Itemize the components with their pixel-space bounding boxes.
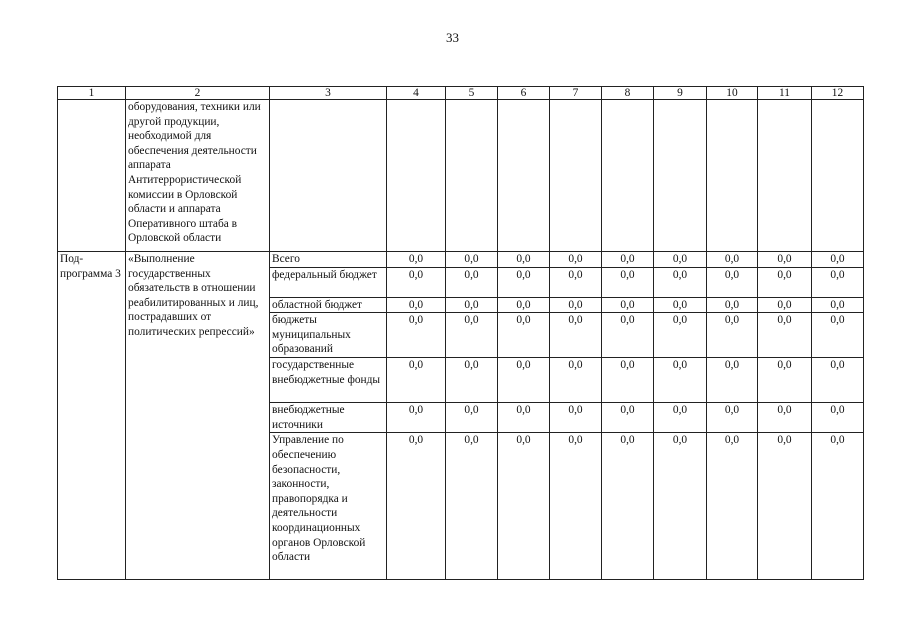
value-cell: 0,0 <box>602 252 654 268</box>
column-header: 12 <box>812 87 864 100</box>
value-cell: 0,0 <box>602 313 654 358</box>
value-cell: 0,0 <box>654 297 707 313</box>
value-cell: 0,0 <box>812 403 864 433</box>
budget-table <box>57 86 864 580</box>
value-cell: 0,0 <box>654 252 707 268</box>
value-cell: 0,0 <box>387 358 446 403</box>
value-cell: 0,0 <box>498 297 550 313</box>
value-cell: 0,0 <box>758 252 812 268</box>
value-cell: 0,0 <box>602 433 654 580</box>
value-cell: 0,0 <box>812 313 864 358</box>
value-cell: 0,0 <box>498 403 550 433</box>
funding-source: Всего <box>270 252 387 268</box>
header-row <box>58 87 864 100</box>
value-cell: 0,0 <box>446 403 498 433</box>
value-cell: 0,0 <box>758 313 812 358</box>
funding-source: государственные внебюджетные фонды <box>270 358 387 403</box>
value-cell: 0,0 <box>758 433 812 580</box>
value-cell: 0,0 <box>758 267 812 297</box>
value-cell: 0,0 <box>446 313 498 358</box>
value-cell: 0,0 <box>812 297 864 313</box>
value-cell: 0,0 <box>654 358 707 403</box>
value-cell: 0,0 <box>498 252 550 268</box>
value-cell: 0,0 <box>387 403 446 433</box>
value-cell: 0,0 <box>387 433 446 580</box>
value-cell: 0,0 <box>812 433 864 580</box>
value-cell: 0,0 <box>707 433 758 580</box>
value-cell: 0,0 <box>446 433 498 580</box>
column-header: 8 <box>602 87 654 100</box>
funding-source: внебюджетные источники <box>270 403 387 433</box>
continuation-text: оборудования, техники или другой продукции, необходимой для обеспечения деятельности аппарата Антитеррористической комиссии в Орловской области и аппарата Оперативного штаба в Орловской области <box>126 100 270 252</box>
value-cell: 0,0 <box>758 297 812 313</box>
value-cell: 0,0 <box>550 252 602 268</box>
value-cell: 0,0 <box>812 252 864 268</box>
value-cell: 0,0 <box>446 358 498 403</box>
value-cell: 0,0 <box>812 267 864 297</box>
value-cell: 0,0 <box>758 403 812 433</box>
value-cell: 0,0 <box>654 313 707 358</box>
value-cell: 0,0 <box>550 433 602 580</box>
column-header: 9 <box>654 87 707 100</box>
value-cell: 0,0 <box>654 267 707 297</box>
column-header: 6 <box>498 87 550 100</box>
value-cell: 0,0 <box>387 252 446 268</box>
value-cell: 0,0 <box>498 267 550 297</box>
value-cell: 0,0 <box>550 403 602 433</box>
value-cell: 0,0 <box>446 252 498 268</box>
value-cell: 0,0 <box>707 358 758 403</box>
value-cell: 0,0 <box>812 358 864 403</box>
value-cell: 0,0 <box>550 267 602 297</box>
subprogram-title: «Выполнение государственных обязательств в отношении реабилитированных и лиц, пострадавших от политических репрессий» <box>126 252 270 580</box>
value-cell: 0,0 <box>550 313 602 358</box>
column-header: 10 <box>707 87 758 100</box>
value-cell: 0,0 <box>602 297 654 313</box>
value-cell: 0,0 <box>387 267 446 297</box>
subprogram-label: Под-программа 3 <box>58 252 126 580</box>
value-cell: 0,0 <box>602 403 654 433</box>
funding-source: областной бюджет <box>270 297 387 313</box>
value-cell: 0,0 <box>758 358 812 403</box>
value-cell: 0,0 <box>707 252 758 268</box>
column-header: 11 <box>758 87 812 100</box>
column-header: 3 <box>270 87 387 100</box>
value-cell: 0,0 <box>498 433 550 580</box>
value-cell: 0,0 <box>707 267 758 297</box>
continuation-row <box>58 100 864 252</box>
value-cell: 0,0 <box>498 358 550 403</box>
value-cell: 0,0 <box>602 267 654 297</box>
column-header: 1 <box>58 87 126 100</box>
value-cell: 0,0 <box>446 267 498 297</box>
value-cell: 0,0 <box>707 403 758 433</box>
funding-source: федеральный бюджет <box>270 267 387 297</box>
value-cell: 0,0 <box>387 313 446 358</box>
column-header: 5 <box>446 87 498 100</box>
value-cell: 0,0 <box>602 358 654 403</box>
column-header: 2 <box>126 87 270 100</box>
value-cell: 0,0 <box>387 297 446 313</box>
value-cell: 0,0 <box>550 358 602 403</box>
value-cell: 0,0 <box>654 403 707 433</box>
funding-source: бюджеты муниципальных образований <box>270 313 387 358</box>
table-row <box>58 252 864 268</box>
column-header: 7 <box>550 87 602 100</box>
value-cell: 0,0 <box>654 433 707 580</box>
value-cell: 0,0 <box>550 297 602 313</box>
value-cell: 0,0 <box>707 313 758 358</box>
funding-source: Управление по обеспечению безопасности, законности, правопорядка и деятельности координационных органов Орловской области <box>270 433 387 580</box>
value-cell: 0,0 <box>707 297 758 313</box>
page-number: 33 <box>446 30 459 45</box>
column-header: 4 <box>387 87 446 100</box>
value-cell: 0,0 <box>446 297 498 313</box>
value-cell: 0,0 <box>498 313 550 358</box>
